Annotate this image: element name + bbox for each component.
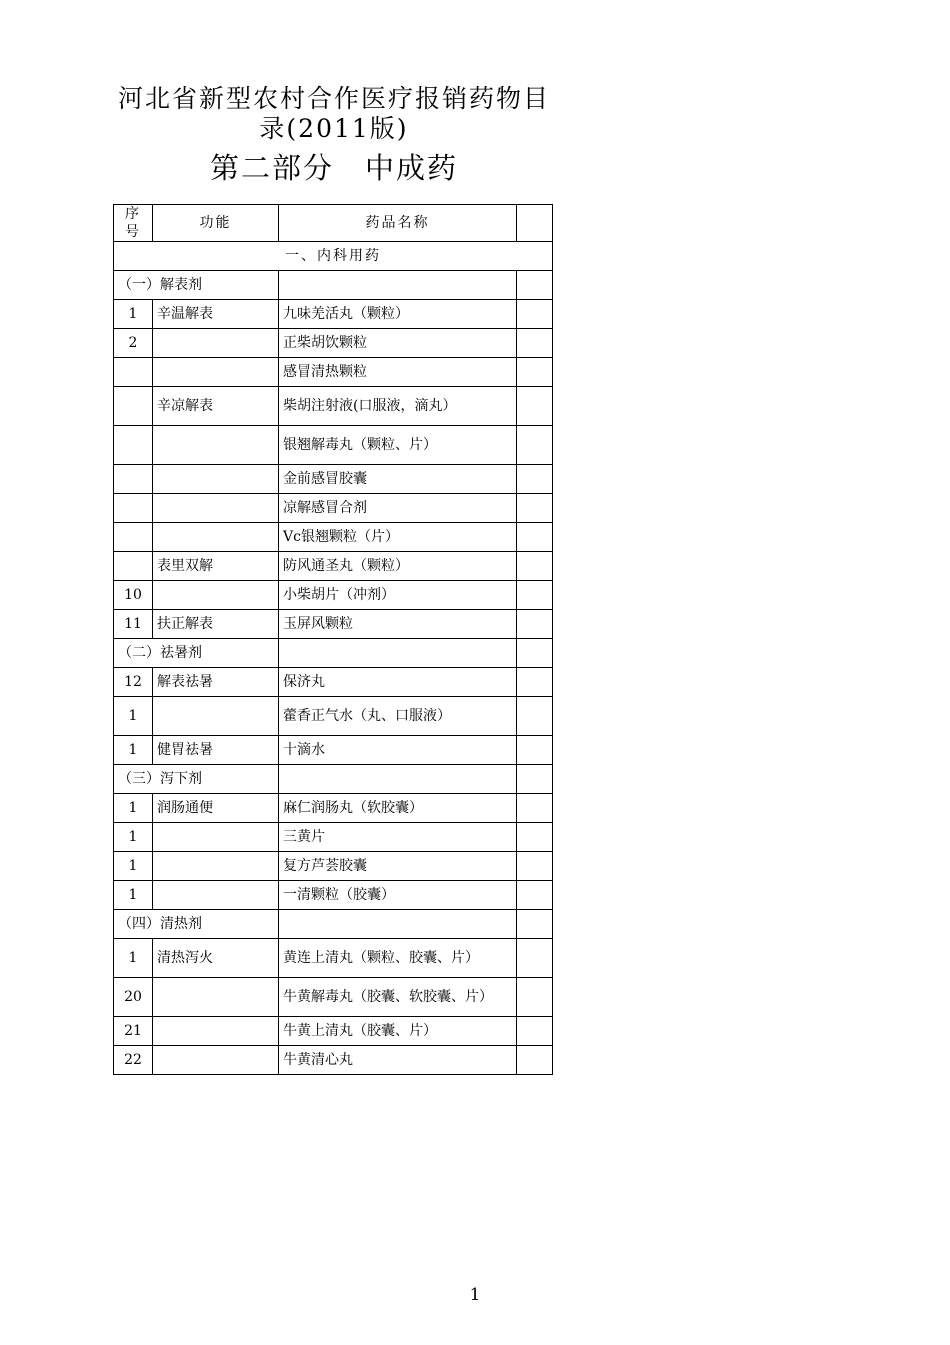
drug-row: [114, 668, 553, 697]
drug-row: [114, 736, 553, 765]
empty-cell: [517, 581, 553, 610]
drug-row: [114, 852, 553, 881]
drug-name-cell: 黄连上清丸（颗粒、胶囊、片）: [279, 939, 517, 978]
drug-row: [114, 1046, 553, 1075]
empty-cell: [517, 271, 553, 300]
seq-cell: 2: [114, 329, 153, 358]
function-cell: [153, 978, 279, 1017]
drug-name-cell: 三黄片: [279, 823, 517, 852]
drug-row: [114, 697, 553, 736]
empty-cell: [517, 852, 553, 881]
empty-cell: [517, 300, 553, 329]
category-row: [114, 765, 553, 794]
drug-row: [114, 426, 553, 465]
empty-cell: [517, 939, 553, 978]
empty-cell: [279, 271, 517, 300]
drug-name-cell: 金前感冒胶囊: [279, 465, 517, 494]
empty-cell: [517, 465, 553, 494]
drug-name-cell: 小柴胡片（冲剂）: [279, 581, 517, 610]
category-row: [114, 271, 553, 300]
drug-name-cell: 牛黄解毒丸（胶囊、软胶囊、片）: [279, 978, 517, 1017]
drug-name-cell: Vc银翘颗粒（片）: [279, 523, 517, 552]
function-cell: 表里双解: [153, 552, 279, 581]
section-row: [114, 242, 553, 271]
seq-cell: 1: [114, 794, 153, 823]
drug-name-cell: 复方芦荟胶囊: [279, 852, 517, 881]
drug-name-cell: 玉屏风颗粒: [279, 610, 517, 639]
category-row: [114, 639, 553, 668]
category-label: （三）泻下剂: [114, 765, 279, 794]
drug-name-cell: 九味羌活丸（颗粒）: [279, 300, 517, 329]
seq-cell: 22: [114, 1046, 153, 1075]
drug-name-cell: 麻仁润肠丸（软胶囊）: [279, 794, 517, 823]
empty-cell: [517, 494, 553, 523]
drug-row: [114, 300, 553, 329]
function-cell: [153, 1046, 279, 1075]
seq-cell: 1: [114, 300, 153, 329]
function-cell: 润肠通便: [153, 794, 279, 823]
drug-row: [114, 494, 553, 523]
drug-name-cell: 正柴胡饮颗粒: [279, 329, 517, 358]
table-header-row: [114, 205, 553, 242]
category-label: （二）祛暑剂: [114, 639, 279, 668]
drug-name-cell: 感冒清热颗粒: [279, 358, 517, 387]
empty-cell: [517, 639, 553, 668]
function-cell: 解表祛暑: [153, 668, 279, 697]
drug-name-cell: 一清颗粒（胶囊）: [279, 881, 517, 910]
empty-cell: [517, 426, 553, 465]
header-function: 功能: [153, 205, 279, 242]
drug-name-cell: 保济丸: [279, 668, 517, 697]
function-cell: [153, 881, 279, 910]
drug-row: [114, 978, 553, 1017]
header-seq: 序号: [114, 205, 153, 242]
drug-row: [114, 881, 553, 910]
seq-cell: 1: [114, 939, 153, 978]
empty-cell: [517, 910, 553, 939]
seq-cell: [114, 426, 153, 465]
seq-cell: 11: [114, 610, 153, 639]
drug-row: [114, 823, 553, 852]
drug-row: [114, 1017, 553, 1046]
empty-cell: [517, 697, 553, 736]
seq-cell: 20: [114, 978, 153, 1017]
function-cell: 辛温解表: [153, 300, 279, 329]
empty-cell: [517, 1046, 553, 1075]
seq-cell: [114, 552, 153, 581]
drug-name-cell: 藿香正气水（丸、口服液）: [279, 697, 517, 736]
header-extra: [517, 205, 553, 242]
drug-row: [114, 387, 553, 426]
function-cell: [153, 523, 279, 552]
seq-cell: 1: [114, 881, 153, 910]
empty-cell: [517, 978, 553, 1017]
drug-name-cell: 十滴水: [279, 736, 517, 765]
empty-cell: [517, 765, 553, 794]
category-row: [114, 910, 553, 939]
section-heading: 第二部分 中成药: [209, 151, 458, 185]
seq-cell: 1: [114, 697, 153, 736]
drug-row: [114, 329, 553, 358]
function-cell: [153, 852, 279, 881]
drug-name-cell: 防风通圣丸（颗粒）: [279, 552, 517, 581]
seq-cell: 12: [114, 668, 153, 697]
function-cell: [153, 426, 279, 465]
empty-cell: [517, 523, 553, 552]
empty-cell: [517, 329, 553, 358]
drug-row: [114, 610, 553, 639]
function-cell: 辛凉解表: [153, 387, 279, 426]
function-cell: [153, 329, 279, 358]
empty-cell: [279, 910, 517, 939]
category-label: （四）清热剂: [114, 910, 279, 939]
function-cell: [153, 697, 279, 736]
title-line-2: 录(2011版): [259, 114, 409, 143]
empty-cell: [517, 1017, 553, 1046]
section-label: 一、内科用药: [114, 242, 553, 271]
title-line-1: 河北省新型农村合作医疗报销药物目: [117, 84, 550, 113]
empty-cell: [517, 736, 553, 765]
empty-cell: [517, 668, 553, 697]
empty-cell: [517, 610, 553, 639]
empty-cell: [517, 881, 553, 910]
function-cell: 扶正解表: [153, 610, 279, 639]
seq-cell: 1: [114, 823, 153, 852]
category-label: （一）解表剂: [114, 271, 279, 300]
seq-cell: [114, 358, 153, 387]
empty-cell: [517, 552, 553, 581]
document-title: [114, 84, 554, 144]
drug-name-cell: 柴胡注射液(口服液，滴丸）: [279, 387, 517, 426]
drug-name-cell: 牛黄清心丸: [279, 1046, 517, 1075]
seq-cell: [114, 387, 153, 426]
drug-row: [114, 939, 553, 978]
function-cell: 清热泻火: [153, 939, 279, 978]
header-drug-name: 药品名称: [279, 205, 517, 242]
empty-cell: [517, 358, 553, 387]
function-cell: 健胃祛暑: [153, 736, 279, 765]
drug-name-cell: 凉解感冒合剂: [279, 494, 517, 523]
function-cell: [153, 1017, 279, 1046]
drug-name-cell: 银翘解毒丸（颗粒、片）: [279, 426, 517, 465]
empty-cell: [279, 765, 517, 794]
empty-cell: [517, 823, 553, 852]
seq-cell: [114, 465, 153, 494]
function-cell: [153, 494, 279, 523]
page-number: 1: [469, 1285, 481, 1305]
drug-row: [114, 552, 553, 581]
drug-row: [114, 358, 553, 387]
function-cell: [153, 358, 279, 387]
seq-cell: 1: [114, 736, 153, 765]
drug-list-table: [113, 204, 553, 1075]
empty-cell: [279, 639, 517, 668]
function-cell: [153, 823, 279, 852]
drug-row: [114, 465, 553, 494]
drug-row: [114, 794, 553, 823]
seq-cell: 1: [114, 852, 153, 881]
function-cell: [153, 465, 279, 494]
drug-row: [114, 581, 553, 610]
empty-cell: [517, 387, 553, 426]
function-cell: [153, 581, 279, 610]
seq-cell: [114, 494, 153, 523]
empty-cell: [517, 794, 553, 823]
seq-cell: 21: [114, 1017, 153, 1046]
drug-name-cell: 牛黄上清丸（胶囊、片）: [279, 1017, 517, 1046]
drug-row: [114, 523, 553, 552]
seq-cell: 10: [114, 581, 153, 610]
seq-cell: [114, 523, 153, 552]
